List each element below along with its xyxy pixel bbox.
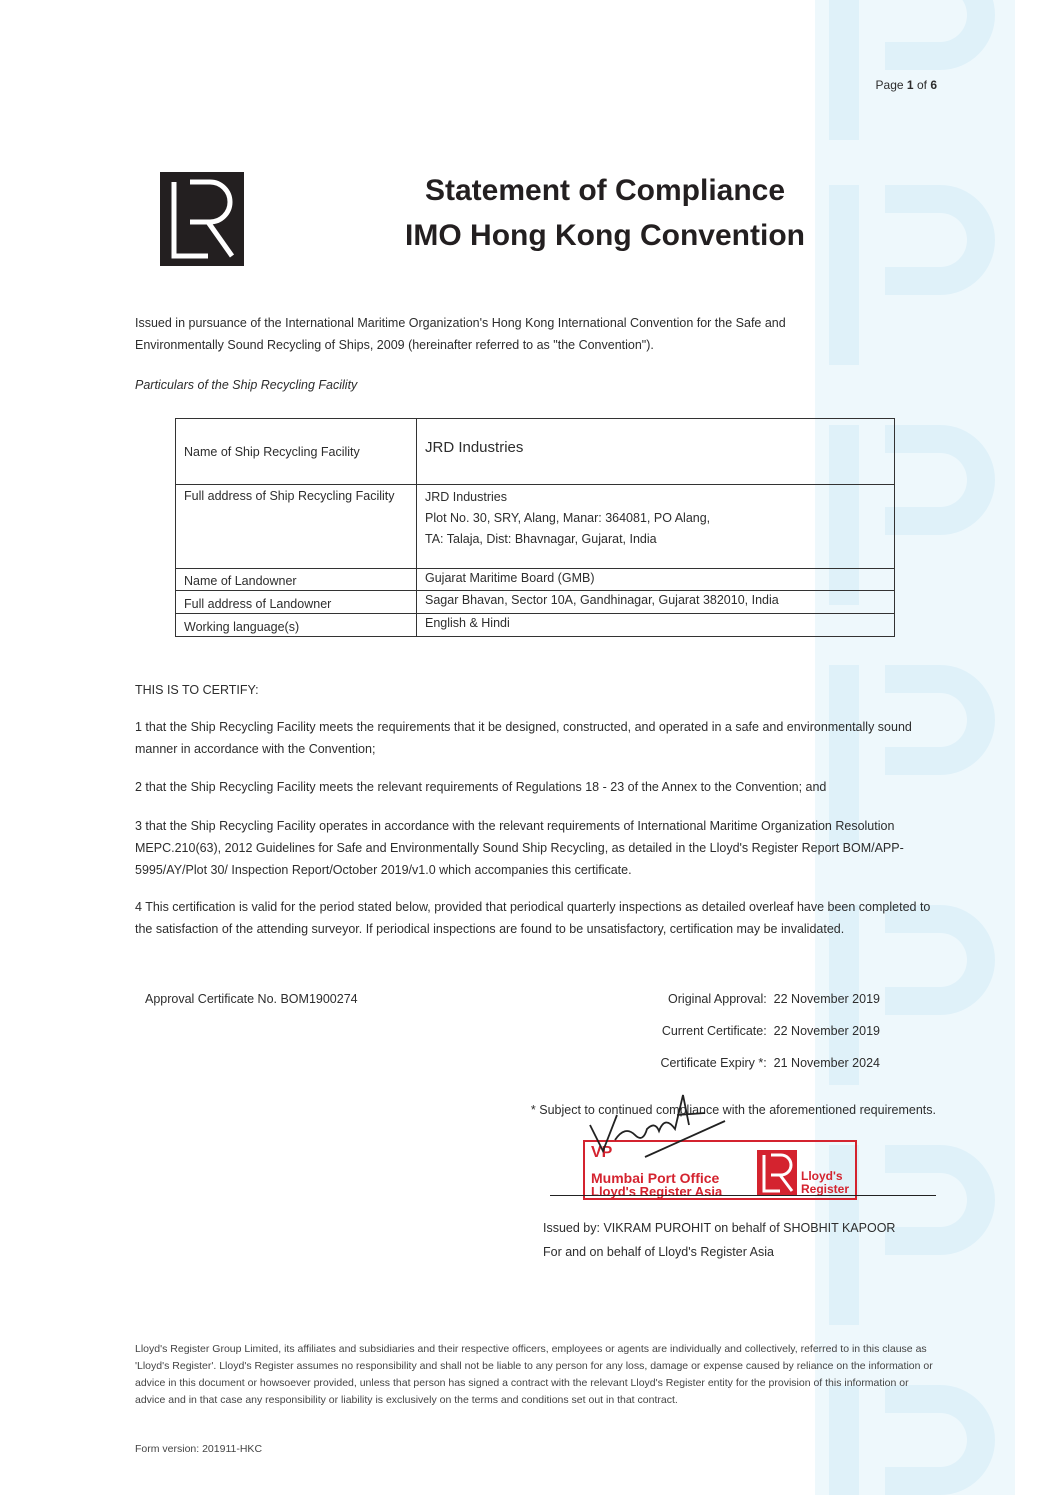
date-label: Original Approval: [668, 992, 767, 1006]
dates-block [660, 988, 880, 1074]
stamp-brand-2: Register [801, 1182, 850, 1196]
lr-logo [160, 172, 244, 266]
stamp-lr-logo [757, 1150, 797, 1196]
row-label: Full address of Landowner [176, 591, 417, 614]
page-of: of [916, 78, 927, 92]
certify-item-3: 3 that the Ship Recycling Facility operates in accordance with the relevant requirements of International Maritime Organization Resolution MEPC.210(63), 2012 Guidelines for Safe and Environmentally Sound Ship Recycling, as detailed in the Lloyd's Register Report BOM/APP-5995/AY/Plot 30/ Inspection Report/October 2019/v1.0 which accompanies this certificate. [135, 819, 904, 877]
table-row [176, 419, 895, 485]
compliance-note: * Subject to continued compliance with the aforementioned requirements. [530, 1103, 936, 1117]
row-value: Sagar Bhavan, Sector 10A, Gandhinagar, Gujarat 382010, India [417, 591, 895, 614]
date-label: Current Certificate: [661, 1024, 767, 1038]
certify-heading: THIS IS TO CERTIFY: [135, 683, 259, 697]
page-total: 6 [930, 78, 937, 92]
signature-line [550, 1195, 936, 1196]
row-label: Full address of Ship Recycling Facility [176, 485, 417, 569]
date-value: 22 November 2019 [773, 1024, 880, 1038]
table-row [176, 591, 895, 614]
table-row [176, 485, 895, 569]
page-label: Page [875, 78, 904, 92]
row-value [417, 485, 895, 569]
handwritten-signature [585, 1085, 735, 1165]
date-row [660, 988, 880, 1010]
date-value: 21 November 2024 [773, 1056, 880, 1070]
page-number [876, 78, 937, 92]
row-value: JRD Industries [417, 419, 895, 485]
stamp-brand-1: Lloyd's [801, 1169, 843, 1183]
form-version: Form version: 201911-HKC [135, 1443, 263, 1455]
row-value: English & Hindi [417, 614, 895, 637]
table-row [176, 614, 895, 637]
approval-certificate-number: Approval Certificate No. BOM1900274 [145, 992, 358, 1006]
particulars-heading: Particulars of the Ship Recycling Facility [135, 378, 358, 392]
address-line: JRD Industries [425, 490, 507, 504]
stamp-initials: VP [591, 1144, 613, 1161]
address-line: TA: Talaja, Dist: Bhavnagar, Gujarat, India [425, 532, 657, 546]
stamp-office: Mumbai Port Office [591, 1170, 720, 1186]
certify-item-4: 4 This certification is valid for the period stated below, provided that periodical quarterly inspections as detailed overleaf have been completed to the satisfaction of the attending surveyor. If periodical inspections are found to be unsatisfactory, certification may be invalidated. [135, 900, 931, 936]
on-behalf: For and on behalf of Lloyd's Register Asia [543, 1245, 774, 1259]
address-line: Plot No. 30, SRY, Alang, Manar: 364081, PO Alang, [425, 511, 711, 525]
date-value: 22 November 2019 [773, 992, 880, 1006]
row-value: Gujarat Maritime Board (GMB) [417, 569, 895, 591]
certify-item-2: 2 that the Ship Recycling Facility meets the relevant requirements of Regulations 18 - 23 of the Annex to the Convention; and [135, 780, 827, 794]
stamp-company: Lloyd's Register Asia [591, 1184, 723, 1199]
page-current: 1 [906, 78, 914, 92]
stamp-brand [801, 1170, 849, 1196]
date-label: Certificate Expiry *: [660, 1056, 767, 1070]
certify-item-1: 1 that the Ship Recycling Facility meets the requirements that it be designed, constructed, and operated in a safe and environmentally sound manner in accordance with the Convention; [135, 720, 912, 756]
table-row [176, 569, 895, 591]
particulars-table [175, 418, 895, 637]
issued-by: Issued by: VIKRAM PUROHIT on behalf of SHOBHIT KAPOOR [543, 1221, 896, 1235]
date-row [660, 1020, 880, 1042]
row-label: Name of Landowner [176, 569, 417, 591]
row-label: Name of Ship Recycling Facility [176, 419, 417, 485]
row-label: Working language(s) [176, 614, 417, 637]
title-line-2: IMO Hong Kong Convention [405, 219, 805, 252]
intro-paragraph: Issued in pursuance of the International Maritime Organization's Hong Kong International Convention for the Safe and Environmentally Sound Recycling of Ships, 2009 (hereinafter referred to as "the Convention"). [135, 316, 786, 352]
title-line-1: Statement of Compliance [424, 174, 786, 207]
date-row [660, 1052, 880, 1074]
disclaimer: Lloyd's Register Group Limited, its affiliates and subsidiaries and their respective officers, employees or agents are individually and collectively, referred to in this clause as 'Lloyd's Register'. Lloyd's Register assumes no responsibility and shall not be liable to any person for any loss, damage or expense caused by reliance on the information or advice in this document or howsoever provided, unless that person has signed a contract with the relevant Lloyd's Register entity for the provision of this information or advice and in that case any responsibility or liability is exclusively on the terms and conditions set out in that contract. [135, 1343, 933, 1406]
